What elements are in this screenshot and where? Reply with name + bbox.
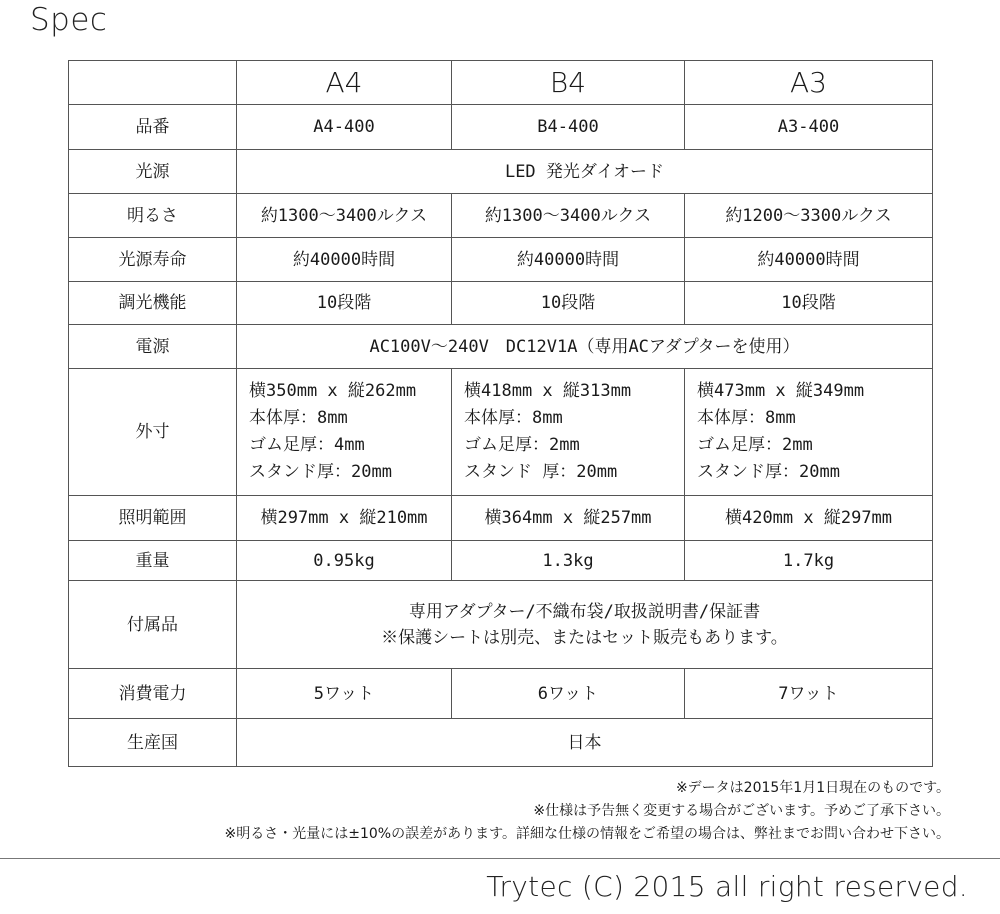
cell-value <box>452 369 685 496</box>
dimension-line: 本体厚：8mm <box>697 408 796 429</box>
row-label: 明るさ <box>69 194 237 238</box>
column-header-a4: A4 <box>237 61 452 105</box>
dimension-line: 本体厚：8mm <box>464 408 563 429</box>
cell-value: 0.95kg <box>237 541 452 581</box>
cell-value: 10段階 <box>237 282 452 325</box>
page-title: Spec <box>30 2 108 38</box>
row-power <box>69 325 933 369</box>
cell-value <box>237 369 452 496</box>
cell-value: A3-400 <box>685 105 933 150</box>
row-label: 品番 <box>69 105 237 150</box>
dimension-line: スタンド厚：20mm <box>249 462 392 483</box>
row-model <box>69 105 933 150</box>
row-label: 付属品 <box>69 581 237 669</box>
cell-value: 約1200～3300ルクス <box>685 194 933 238</box>
row-brightness <box>69 194 933 238</box>
cell-value: 1.7kg <box>685 541 933 581</box>
footnote: ※仕様は予告無く変更する場合がございます。予めご了承下さい。 <box>533 803 950 819</box>
row-weight <box>69 541 933 581</box>
cell-value: 5ワット <box>237 669 452 719</box>
cell-value: 10段階 <box>685 282 933 325</box>
cell-value: 10段階 <box>452 282 685 325</box>
cell-value: 1.3kg <box>452 541 685 581</box>
cell-value: 横364mm x 縦257mm <box>452 496 685 541</box>
row-label: 光源寿命 <box>69 238 237 282</box>
dimension-line: ゴム足厚：2mm <box>697 435 813 456</box>
cell-value: A4-400 <box>237 105 452 150</box>
row-illum-area <box>69 496 933 541</box>
row-origin <box>69 719 933 767</box>
spec-table <box>68 60 933 767</box>
row-label: 重量 <box>69 541 237 581</box>
cell-value: 約1300～3400ルクス <box>452 194 685 238</box>
row-label: 外寸 <box>69 369 237 496</box>
row-light-source <box>69 150 933 194</box>
cell-value <box>237 581 933 669</box>
row-consumption <box>69 669 933 719</box>
cell-value: 7ワット <box>685 669 933 719</box>
column-header-b4: B4 <box>452 61 685 105</box>
dimension-line: スタンド 厚：20mm <box>464 462 618 483</box>
cell-value: 日本 <box>237 719 933 767</box>
cell-value: 約40000時間 <box>685 238 933 282</box>
dimension-line: 横473mm x 縦349mm <box>697 381 865 402</box>
row-label: 生産国 <box>69 719 237 767</box>
row-label: 調光機能 <box>69 282 237 325</box>
footnote: ※明るさ・光量には±10%の誤差があります。詳細な仕様の情報をご希望の場合は、弊社までお問い合わせ下さい。 <box>224 826 950 842</box>
header-row <box>69 61 933 105</box>
cell-value: 約40000時間 <box>237 238 452 282</box>
footnote: ※データは2015年1月1日現在のものです。 <box>675 780 950 796</box>
cell-value: 6ワット <box>452 669 685 719</box>
row-label: 電源 <box>69 325 237 369</box>
divider <box>0 858 1000 859</box>
row-label: 光源 <box>69 150 237 194</box>
cell-value: 横297mm x 縦210mm <box>237 496 452 541</box>
footnotes <box>225 777 950 846</box>
row-label: 照明範囲 <box>69 496 237 541</box>
dimension-line: スタンド厚：20mm <box>697 462 840 483</box>
accessory-line: ※保護シートは別売、またはセット販売もあります。 <box>381 627 788 648</box>
copyright: Trytec (C) 2015 all right reserved. <box>486 870 968 903</box>
row-dimming <box>69 282 933 325</box>
accessory-line: 専用アダプター/不織布袋/取扱説明書/保証書 <box>408 601 761 622</box>
cell-value: 横420mm x 縦297mm <box>685 496 933 541</box>
dimension-line: ゴム足厚：2mm <box>464 435 580 456</box>
dimension-line: 横418mm x 縦313mm <box>464 381 632 402</box>
cell-value: LED 発光ダイオード <box>237 150 933 194</box>
cell-value: AC100V～240V DC12V1A（専用ACアダプターを使用） <box>237 325 933 369</box>
row-dimensions <box>69 369 933 496</box>
column-header-a3: A3 <box>685 61 933 105</box>
cell-value: B4-400 <box>452 105 685 150</box>
row-lifetime <box>69 238 933 282</box>
cell-value: 約40000時間 <box>452 238 685 282</box>
header-corner <box>69 61 237 105</box>
cell-value <box>685 369 933 496</box>
row-label: 消費電力 <box>69 669 237 719</box>
dimension-line: 横350mm x 縦262mm <box>249 381 417 402</box>
dimension-line: ゴム足厚：4mm <box>249 435 365 456</box>
row-accessories <box>69 581 933 669</box>
cell-value: 約1300～3400ルクス <box>237 194 452 238</box>
dimension-line: 本体厚：8mm <box>249 408 348 429</box>
